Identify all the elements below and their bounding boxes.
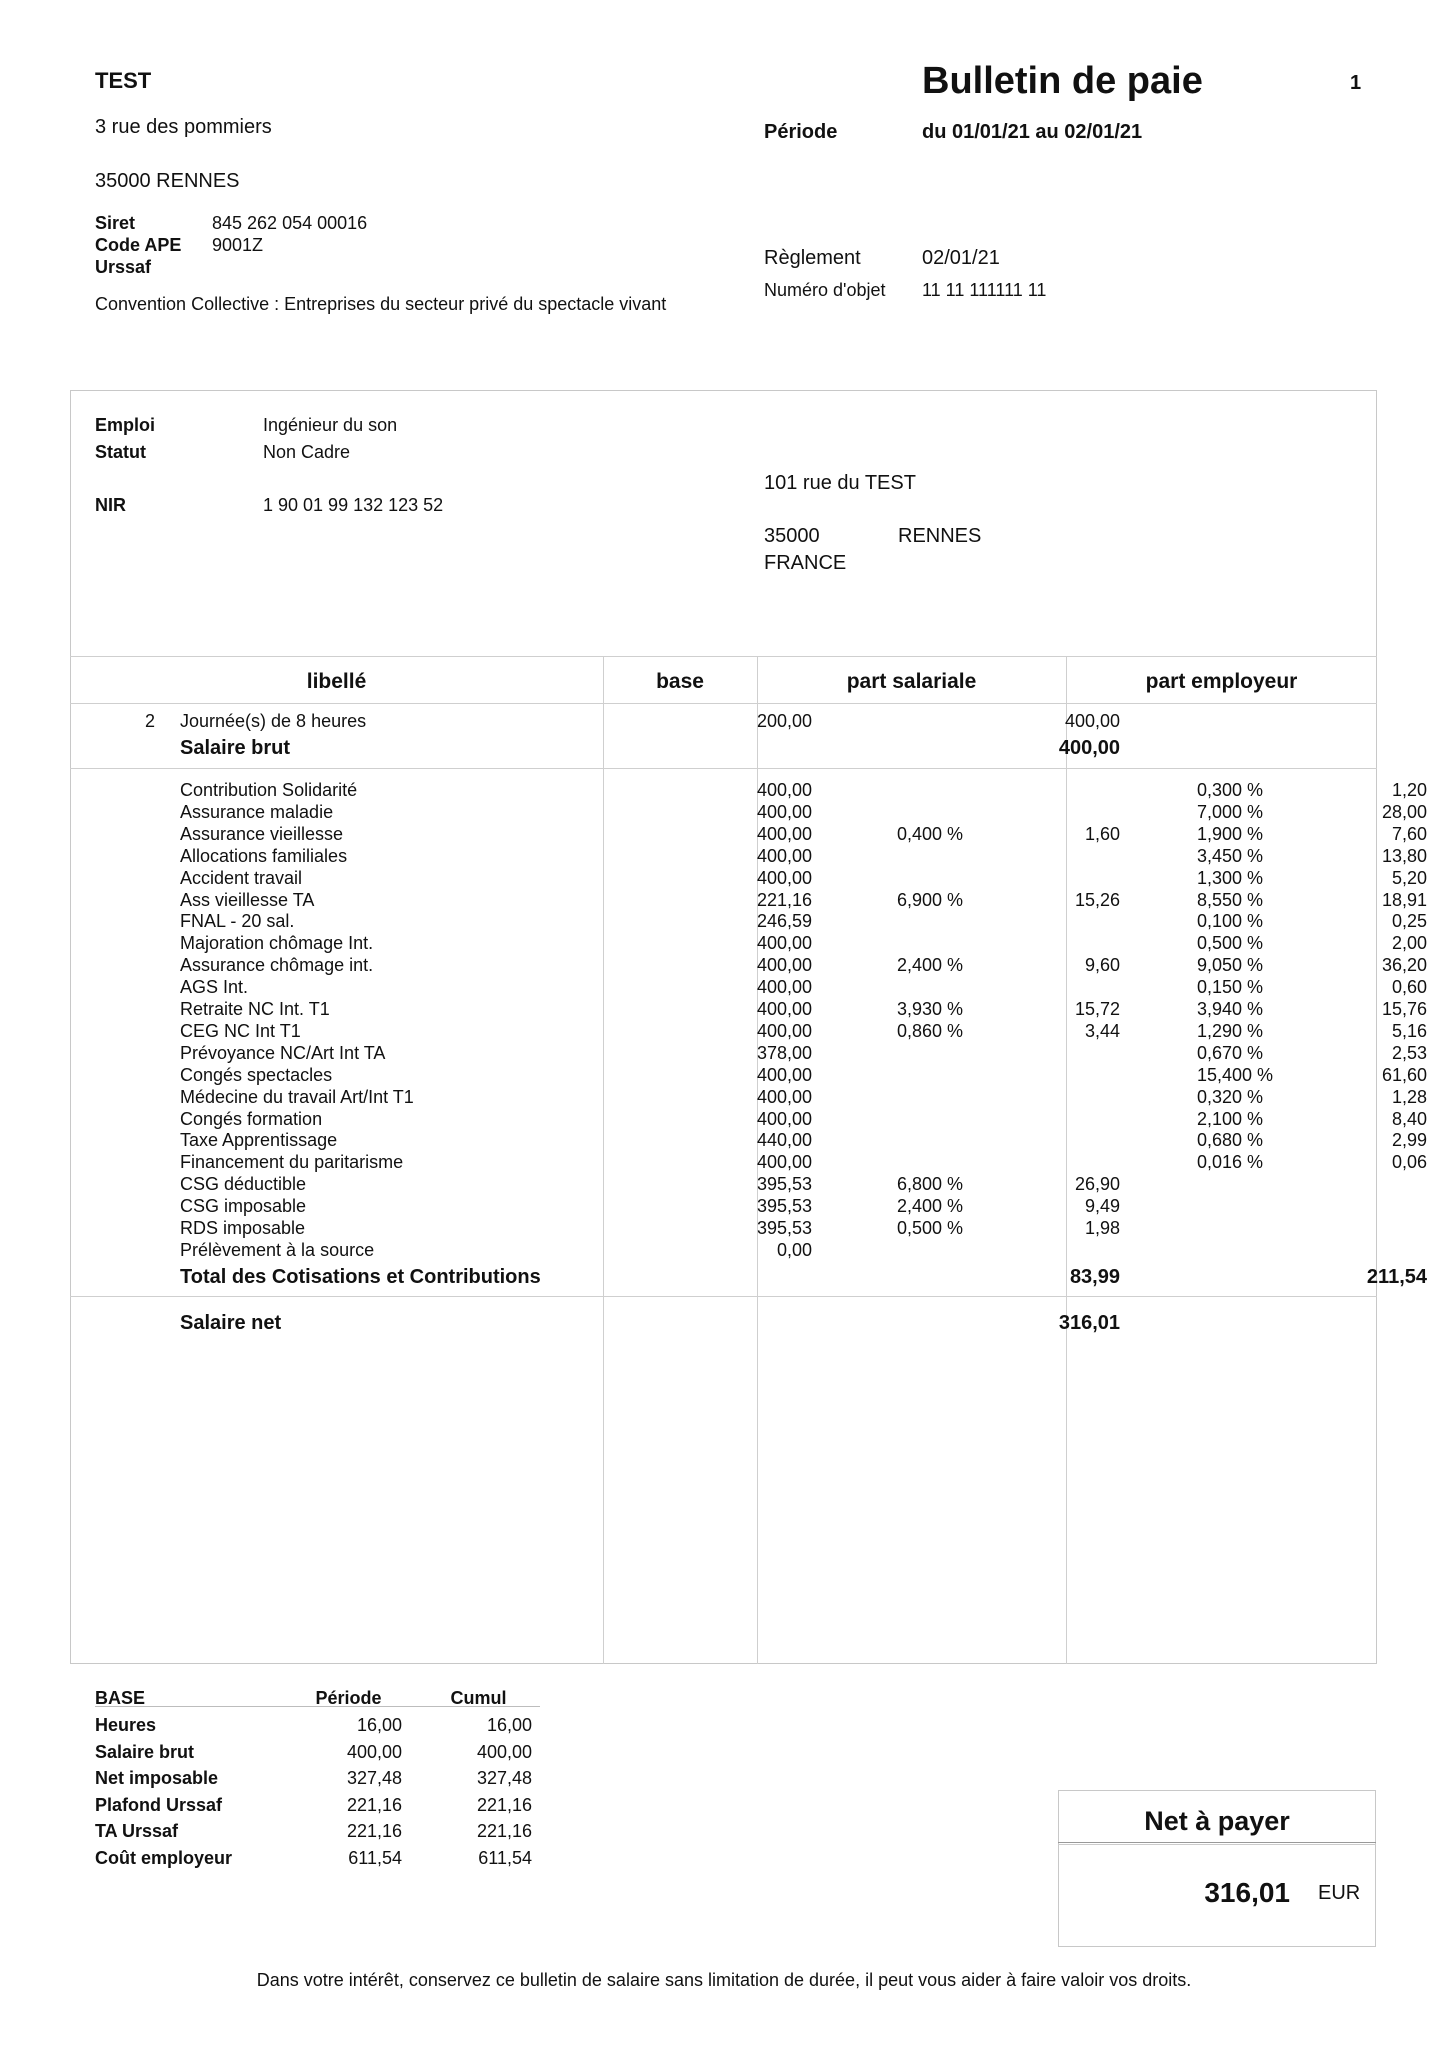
periode-label: Période (764, 121, 838, 143)
footer-note: Dans votre intérêt, conservez ce bulletin de salaire sans limitation de durée, il peut vous aider à faire valoir vos droits. (256, 1970, 1192, 1990)
nir-label: NIR (95, 495, 126, 515)
summary-row-periode: 221,16 (346, 1794, 402, 1815)
row-label: Congés formation (180, 1108, 323, 1129)
summary-row-cumul: 611,54 (478, 1848, 532, 1868)
ape-label: Code APE (95, 235, 182, 255)
net-a-payer-label: Net à payer (1144, 1806, 1290, 1836)
row-salarial-rate: 2,400 % (897, 1196, 964, 1217)
summary-row-periode: 400,00 (346, 1741, 402, 1762)
summary-row-periode: 611,54 (348, 1848, 402, 1868)
row-base: 400,00 (756, 801, 812, 822)
table-row (70, 889, 1427, 911)
row-employeur-rate: 0,150 % (1197, 977, 1264, 998)
table-row (70, 779, 1427, 801)
row-employeur-amount: 0,06 (1391, 1152, 1427, 1173)
row-base: 395,53 (756, 1218, 812, 1238)
row-base: 400,00 (756, 1064, 812, 1085)
row-employeur-amount: 2,00 (1391, 933, 1427, 954)
row-employeur-amount: 36,20 (1381, 955, 1427, 976)
table-row (70, 1217, 1377, 1239)
row-label: Ass vieillesse TA (180, 889, 315, 910)
row-label: CSG imposable (180, 1196, 307, 1217)
row-employeur-amount: 18,91 (1381, 889, 1427, 910)
numero-objet-label: Numéro d'objet (764, 280, 886, 300)
row-employeur-amount: 61,60 (1381, 1064, 1427, 1085)
row-salarial-rate: 6,800 % (897, 1174, 964, 1195)
summary-row (95, 1765, 545, 1792)
row-employeur-amount: 2,99 (1391, 1130, 1427, 1151)
employee-postal-code: 35000 (764, 525, 820, 547)
gross-section-border (70, 768, 1377, 769)
row-employeur-rate: 7,000 % (1197, 801, 1264, 822)
row-label: Médecine du travail Art/Int T1 (180, 1086, 414, 1107)
row-base: 400,00 (756, 1086, 812, 1107)
salaire-brut-amount: 400,00 (1058, 737, 1120, 759)
table-row (70, 976, 1427, 998)
statut-label: Statut (95, 442, 146, 462)
row-label: Assurance chômage int. (180, 955, 374, 976)
table-row (70, 1108, 1427, 1130)
row-employeur-amount: 0,25 (1391, 911, 1427, 932)
row-employeur-rate: 15,400 % (1197, 1064, 1274, 1085)
row-employeur-amount: 0,60 (1391, 977, 1427, 998)
row-label: Accident travail (180, 867, 303, 888)
summary-header-periode: Période (315, 1688, 382, 1708)
summary-row-label: Heures (95, 1715, 157, 1735)
row-employeur-amount: 28,00 (1381, 801, 1427, 822)
periode-value: du 01/01/21 au 02/01/21 (922, 121, 1143, 143)
summary-row (95, 1712, 545, 1739)
table-row (70, 910, 1427, 932)
row-base: 395,53 (756, 1196, 812, 1217)
nir-value: 1 90 01 99 132 123 52 (263, 495, 444, 515)
row-salarial-amount: 15,26 (1074, 889, 1120, 910)
summary-row-cumul: 400,00 (476, 1741, 532, 1762)
row-employeur-rate: 0,670 % (1197, 1042, 1264, 1063)
row-salarial-rate: 0,400 % (897, 823, 964, 844)
table-row (70, 1064, 1427, 1086)
salaire-net-label: Salaire net (180, 1312, 282, 1334)
table-row (70, 1042, 1427, 1064)
summary-row-periode: 221,16 (346, 1821, 402, 1842)
summary-header-underline (95, 1706, 540, 1707)
row-salarial-amount: 15,72 (1074, 999, 1120, 1019)
row-employeur-rate: 8,550 % (1197, 889, 1264, 910)
table-header-border (70, 703, 1377, 704)
employer-address-line2: 35000 RENNES (95, 170, 240, 192)
reglement-label: Règlement (764, 247, 861, 269)
table-row (70, 1239, 1377, 1261)
column-header-part-salariale: part salariale (846, 670, 977, 693)
column-header-base: base (656, 670, 704, 693)
row-label: Congés spectacles (180, 1064, 333, 1085)
row-base: 400,00 (756, 1108, 812, 1129)
employee-country: FRANCE (764, 552, 847, 574)
page-number: 1 (1350, 72, 1362, 94)
row-base: 400,00 (756, 867, 812, 888)
row-base: 400,00 (756, 780, 812, 800)
row-label: Assurance vieillesse (180, 823, 344, 844)
row-salarial-amount: 26,90 (1074, 1174, 1120, 1195)
contributions-section-border (70, 1296, 1377, 1297)
row-label: AGS Int. (180, 977, 249, 998)
row-label: Prévoyance NC/Art Int TA (180, 1042, 386, 1063)
row-base: 440,00 (756, 1130, 812, 1151)
table-row (70, 1195, 1377, 1217)
row-label: FNAL - 20 sal. (180, 911, 295, 932)
row-employeur-amount: 8,40 (1391, 1108, 1427, 1129)
summary-row-label: Plafond Urssaf (95, 1794, 223, 1815)
row-employeur-rate: 2,100 % (1197, 1108, 1264, 1129)
salaire-brut-label: Salaire brut (180, 737, 291, 759)
row-employeur-amount: 13,80 (1381, 845, 1427, 866)
siret-label: Siret (95, 213, 136, 233)
row-label: CSG déductible (180, 1174, 307, 1195)
table-row (70, 1173, 1377, 1195)
summary-header (95, 1685, 545, 1712)
table-row (70, 998, 1427, 1020)
column-header-part-employeur: part employeur (1145, 670, 1298, 693)
row-quantity: 2 (144, 711, 155, 731)
row-salarial-rate: 0,500 % (897, 1218, 964, 1238)
row-base: 0,00 (776, 1239, 812, 1260)
net-a-payer-divider (1058, 1842, 1376, 1845)
net-a-payer-currency: EUR (1318, 1882, 1361, 1904)
row-employeur-amount: 1,28 (1391, 1086, 1427, 1107)
convention-collective: Convention Collective : Entreprises du secteur privé du spectacle vivant (95, 294, 667, 314)
row-salarial-amount: 9,49 (1084, 1196, 1120, 1217)
table-row (70, 1086, 1427, 1108)
row-label: Assurance maladie (180, 801, 334, 822)
row-employeur-rate: 0,300 % (1197, 780, 1264, 800)
row-salarial-amount: 400,00 (1064, 711, 1120, 731)
employee-address-line1: 101 rue du TEST (764, 472, 916, 494)
row-label: Financement du paritarisme (180, 1152, 404, 1173)
summary-row (95, 1818, 545, 1845)
summary-row-cumul: 221,16 (476, 1794, 532, 1815)
table-row (70, 1020, 1427, 1042)
row-base: 400,00 (756, 955, 812, 976)
row-base: 200,00 (756, 711, 812, 731)
net-a-payer-amount: 316,01 (1204, 1877, 1290, 1908)
row-employeur-rate: 0,016 % (1197, 1152, 1264, 1173)
summary-row-label: Coût employeur (95, 1848, 233, 1868)
row-employeur-rate: 1,900 % (1197, 823, 1264, 844)
salaire-net-amount: 316,01 (1058, 1312, 1120, 1334)
row-base: 400,00 (756, 1152, 812, 1173)
siret-value: 845 262 054 00016 (212, 213, 368, 233)
summary-row (95, 1845, 545, 1872)
employer-address-line1: 3 rue des pommiers (95, 116, 272, 138)
salaire-net-row (70, 1312, 1377, 1334)
summary-row-cumul: 327,48 (476, 1768, 532, 1789)
total-salarial-amount: 83,99 (1069, 1266, 1120, 1288)
row-base: 221,16 (756, 889, 812, 910)
row-base: 400,00 (756, 999, 812, 1019)
summary-row-periode: 327,48 (346, 1768, 402, 1789)
row-employeur-amount: 5,20 (1391, 867, 1427, 888)
statut-value: Non Cadre (263, 442, 351, 462)
row-base: 400,00 (756, 1020, 812, 1041)
salaire-brut-row (70, 737, 1377, 759)
summary-row-cumul: 221,16 (476, 1821, 532, 1842)
row-salarial-amount: 1,60 (1084, 823, 1120, 844)
total-cotisations-label: Total des Cotisations et Contributions (180, 1266, 541, 1288)
summary-header-base: BASE (95, 1688, 146, 1708)
row-salarial-rate: 2,400 % (897, 955, 964, 976)
row-label: CEG NC Int T1 (180, 1020, 301, 1041)
reglement-value: 02/01/21 (922, 247, 1000, 269)
table-row (70, 954, 1427, 976)
table-row (70, 710, 1377, 732)
row-base: 400,00 (756, 845, 812, 866)
ape-value: 9001Z (212, 235, 264, 255)
summary-row (95, 1739, 545, 1766)
row-employeur-rate: 0,500 % (1197, 933, 1264, 954)
row-employeur-rate: 1,300 % (1197, 867, 1264, 888)
row-label: Retraite NC Int. T1 (180, 999, 330, 1019)
row-label: Taxe Apprentissage (180, 1130, 338, 1151)
row-employeur-amount: 2,53 (1391, 1042, 1427, 1063)
row-employeur-amount: 7,60 (1391, 823, 1427, 844)
row-label: Majoration chômage Int. (180, 933, 374, 954)
table-row (70, 845, 1427, 867)
row-employeur-rate: 0,100 % (1197, 911, 1264, 932)
summary-row-label: Net imposable (95, 1768, 219, 1789)
summary-header-cumul: Cumul (450, 1688, 507, 1708)
table-row (70, 801, 1427, 823)
row-employeur-rate: 1,290 % (1197, 1020, 1264, 1041)
row-base: 395,53 (756, 1174, 812, 1195)
row-employeur-amount: 1,20 (1391, 780, 1427, 800)
row-employeur-amount: 15,76 (1381, 999, 1427, 1019)
row-salarial-rate: 0,860 % (897, 1020, 964, 1041)
row-salarial-amount: 1,98 (1084, 1218, 1120, 1238)
table-row (70, 1129, 1427, 1151)
row-label: Allocations familiales (180, 845, 348, 866)
summary-row-label: TA Urssaf (95, 1821, 179, 1842)
row-label: Prélèvement à la source (180, 1239, 375, 1260)
row-base: 378,00 (756, 1042, 812, 1063)
row-base: 400,00 (756, 933, 812, 954)
table-row (70, 867, 1427, 889)
column-header-libelle: libellé (306, 670, 367, 693)
row-employeur-rate: 0,320 % (1197, 1086, 1264, 1107)
employee-city: RENNES (898, 525, 982, 547)
summary-row (95, 1792, 545, 1819)
table-row (70, 932, 1427, 954)
numero-objet-value: 11 11 111111 11 (922, 280, 1047, 300)
row-employeur-rate: 3,940 % (1197, 999, 1264, 1019)
row-salarial-amount: 3,44 (1084, 1020, 1120, 1041)
row-employeur-rate: 3,450 % (1197, 845, 1264, 866)
row-base: 400,00 (756, 977, 812, 998)
row-base: 400,00 (756, 823, 812, 844)
row-label: Contribution Solidarité (180, 780, 358, 800)
row-salarial-amount: 9,60 (1084, 955, 1120, 976)
row-salarial-rate: 6,900 % (897, 889, 964, 910)
summary-row-periode: 16,00 (356, 1715, 402, 1735)
row-employeur-rate: 9,050 % (1197, 955, 1264, 976)
row-label: RDS imposable (180, 1218, 306, 1238)
row-label: Journée(s) de 8 heures (180, 711, 367, 731)
table-row (70, 1151, 1427, 1173)
row-base: 246,59 (756, 911, 812, 932)
urssaf-label: Urssaf (95, 257, 152, 277)
row-employeur-rate: 0,680 % (1197, 1130, 1264, 1151)
table-top-border (70, 656, 1377, 657)
summary-row-cumul: 16,00 (486, 1715, 532, 1735)
emploi-value: Ingénieur du son (263, 415, 398, 435)
emploi-label: Emploi (95, 415, 156, 435)
summary-row-label: Salaire brut (95, 1741, 195, 1762)
employer-name: TEST (95, 68, 152, 93)
total-employeur-amount: 211,54 (1366, 1266, 1427, 1288)
total-cotisations-row (70, 1266, 1427, 1288)
row-employeur-amount: 5,16 (1391, 1020, 1427, 1041)
document-title: Bulletin de paie (922, 60, 1203, 102)
row-salarial-rate: 3,930 % (897, 999, 964, 1019)
table-row (70, 823, 1427, 845)
